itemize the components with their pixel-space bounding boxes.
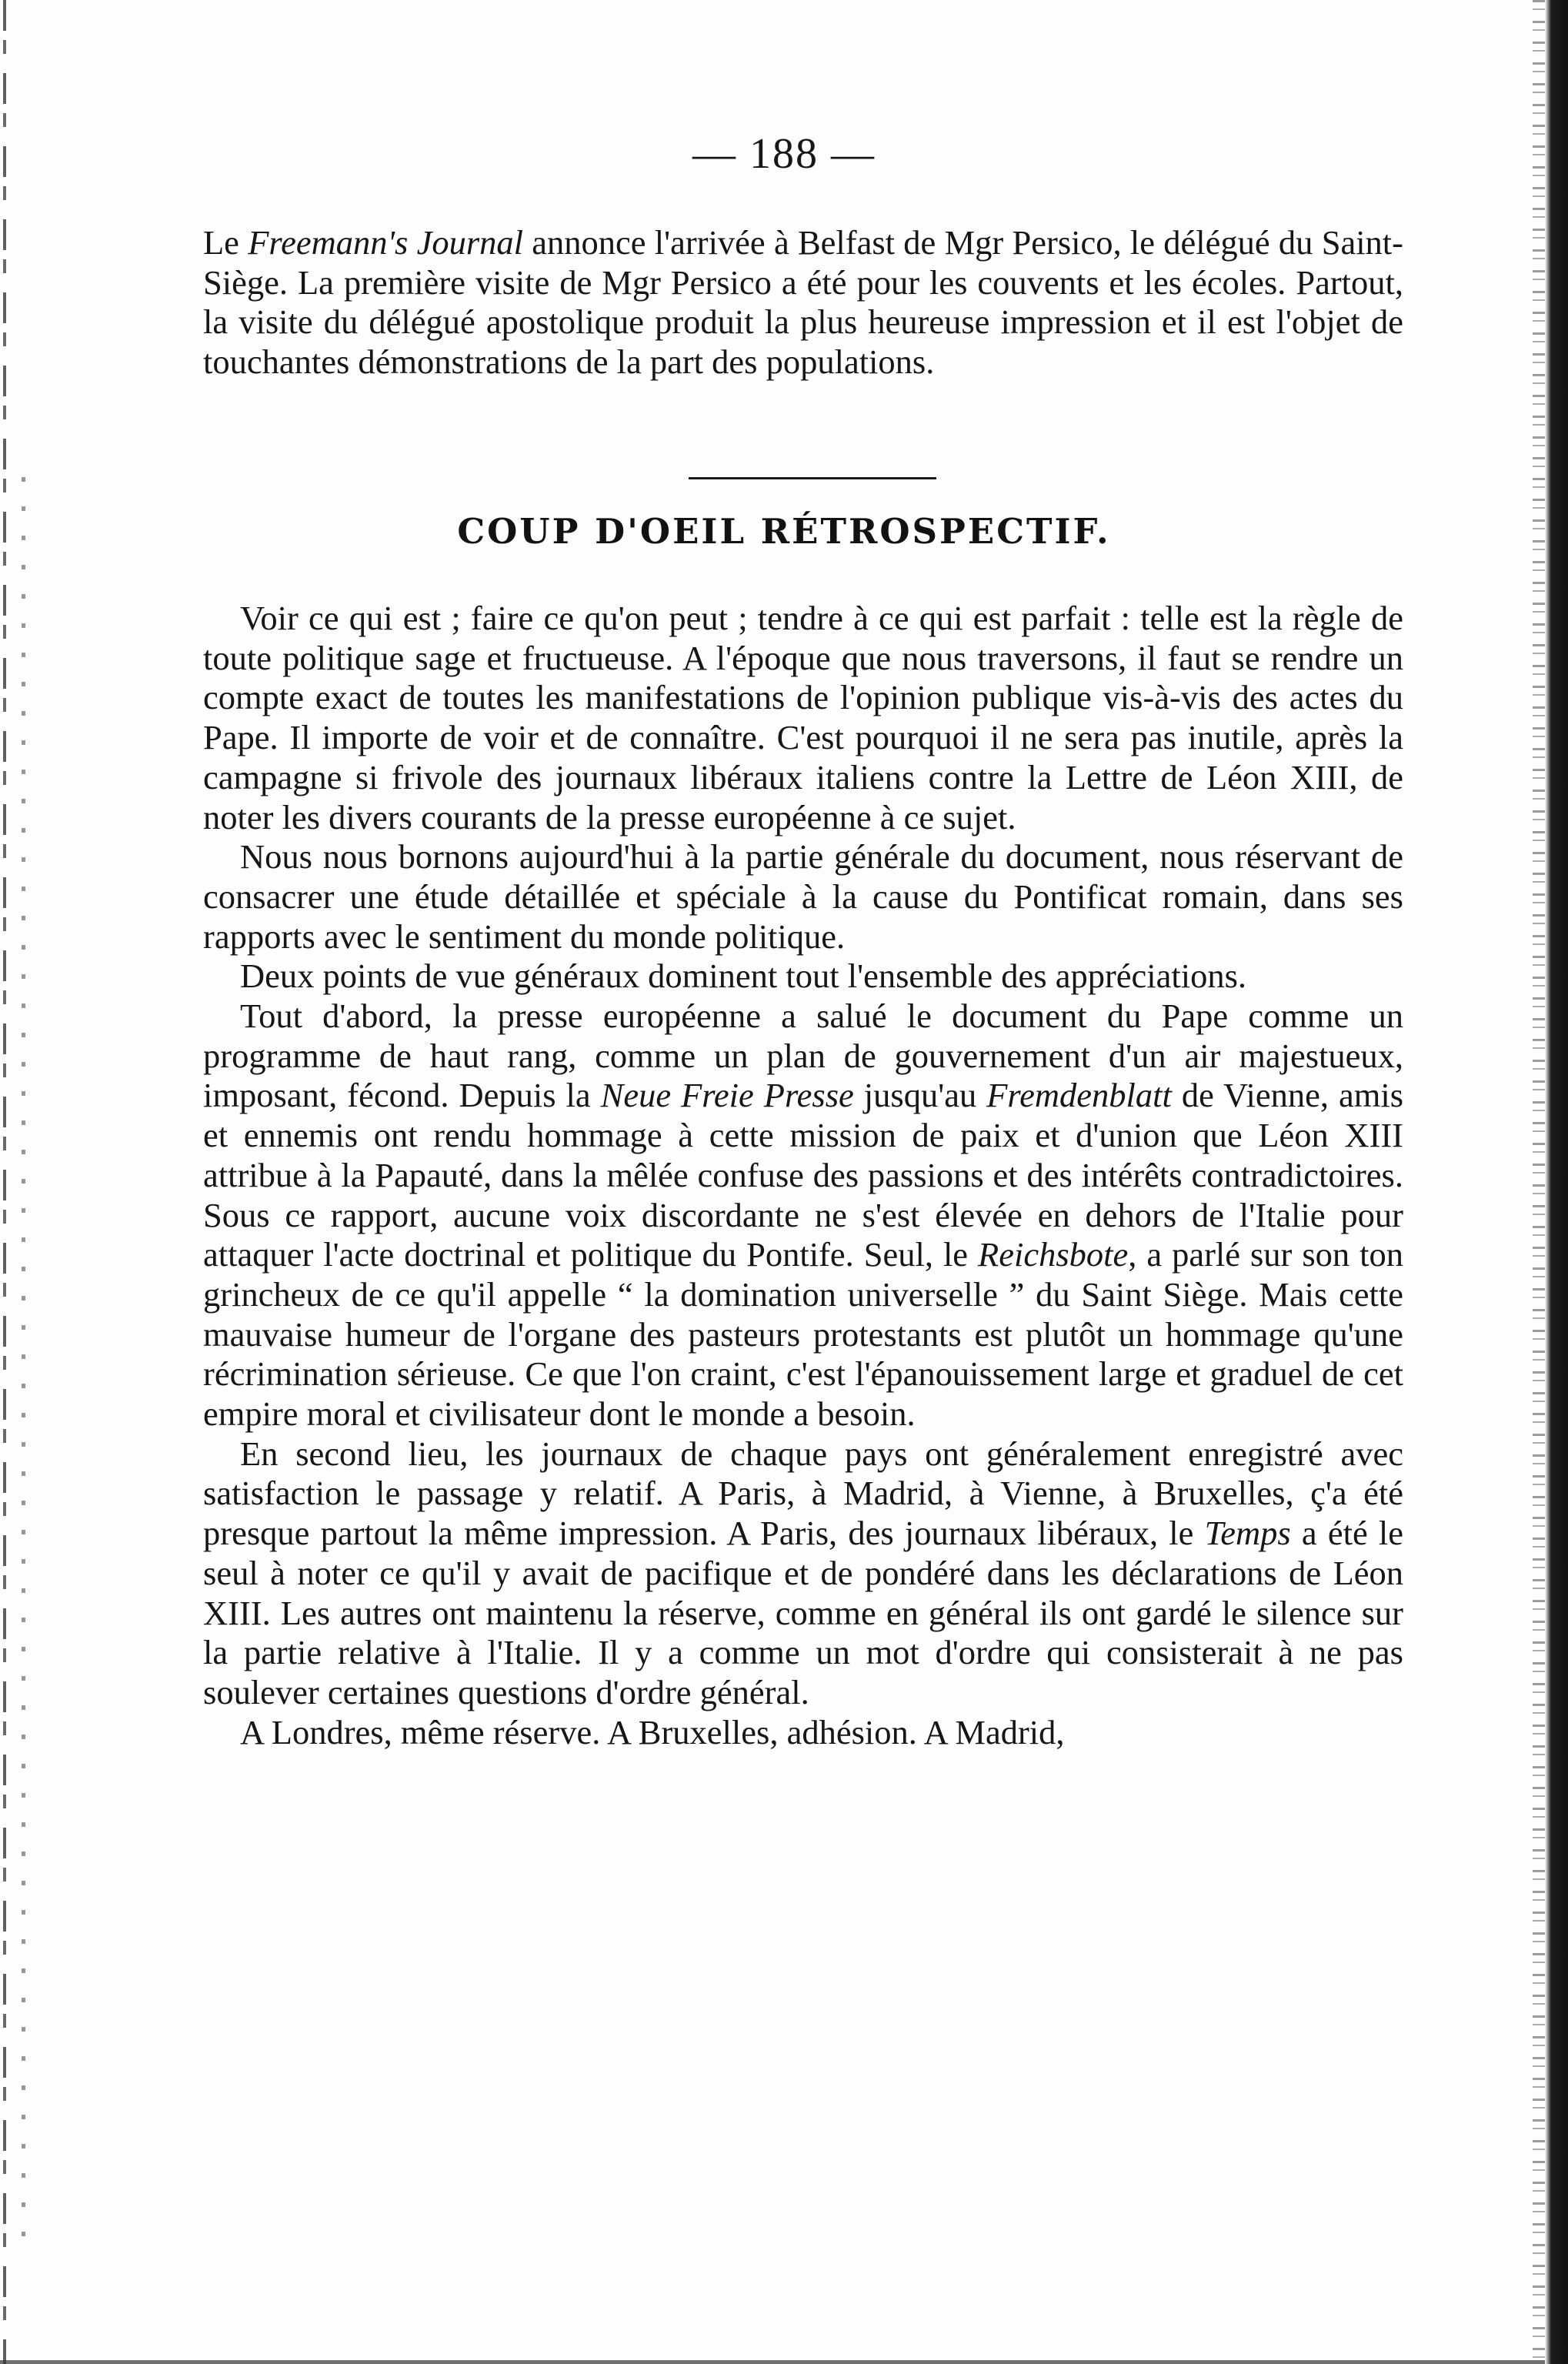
scan-edge-bottom xyxy=(0,2360,1545,2364)
paragraph xyxy=(203,997,1403,1434)
article-body xyxy=(203,599,1403,1752)
paragraph-part-italic: Reichsbote xyxy=(978,1235,1129,1274)
page-number: — 188 — xyxy=(692,130,876,178)
paragraph-part: En second lieu, les journaux de chaque pays ont généralement enregistré avec satisfaction le passage y relatif. A Paris, à Madrid, à Vienne, à Bruxelles, ç'a été presque partout la même impression. A Paris, des journaux libéraux, le xyxy=(203,1434,1403,1553)
paragraph-part: Voir ce qui est ; faire ce qu'on peut ; tendre à ce qui est parfait : telle est la règle de toute politique sage et fructueuse. A l'époque que nous traversons, il faut se rendre un compte exact de toutes les manifestations de l'opinion publique vis-à-vis des actes du Pape. Il importe de voir et de connaître. C'est pourquoi il ne sera pas inutile, après la campagne si frivole des journaux libéraux italiens contre la Lettre de Léon XIII, de noter les divers courants de la presse européenne à ce sujet. xyxy=(203,599,1403,836)
paragraph-part-italic: Temps xyxy=(1204,1514,1291,1553)
paragraph-part-italic: Neue Freie Presse xyxy=(600,1076,854,1115)
section-divider xyxy=(689,477,936,479)
paragraph-part: Tout d'abord, la presse européenne a salué le document du Pape comme un programme de haut rang, comme un plan de gouvernement d'un air majestueux, imposant, fécond. Depuis la xyxy=(203,997,1403,1115)
section-title: COUP D'OEIL RÉTROSPECTIF. xyxy=(457,511,1111,552)
paragraph-part: de Vienne, amis et ennemis ont rendu hommage à cette mission de paix et d'union que Léon XIII attribue à la Papauté, dans la mêlée confuse des passions et des intérêts contradictoires. Sous ce rapport, aucune voix discordante ne s'est élevée en dehors de l'Italie pour attaquer l'acte doctrinal et politique du Pontife. Seul, le xyxy=(203,1076,1404,1274)
paragraph xyxy=(203,599,1403,837)
scan-edge-noise xyxy=(1533,0,1545,2364)
intro-part: Le xyxy=(203,223,249,262)
intro-part-italic: Freemann's Journal xyxy=(248,223,523,262)
paragraph-part-italic: Fremdenblatt xyxy=(986,1076,1172,1115)
scan-edge-dots xyxy=(22,477,25,2247)
paragraph-part: Deux points de vue généraux dominent tout l'ensemble des appréciations. xyxy=(240,957,1247,996)
intro-text-block xyxy=(203,223,1403,382)
paragraph-part: a été le seul à noter ce qu'il y avait de pacifique et de pondéré dans les déclarations de Léon XIII. Les autres ont maintenu la réserve, comme en général ils ont gardé le silence sur la partie relative à l'Italie. Il y a comme un mot d'ordre qui consisterait à ne pas soulever certaines questions d'ordre général. xyxy=(203,1514,1403,1711)
paragraph xyxy=(203,1713,1403,1753)
paragraph-part: jusqu'au xyxy=(853,1076,987,1115)
paragraph-part: A Londres, même réserve. A Bruxelles, adhésion. A Madrid, xyxy=(240,1712,1065,1751)
scan-edge-right xyxy=(1545,0,1568,2364)
paragraph xyxy=(203,1434,1403,1713)
paragraph-part: , a parlé sur son ton grincheux de ce qu'il appelle “ la domination universelle ” du Saint Siège. Mais cette mauvaise humeur de l'organe des pasteurs protestants est plutôt un hommage qu'une récrimination sérieuse. Ce que l'on craint, c'est l'épanouissement large et graduel de cet empire moral et civilisateur dont le monde a besoin. xyxy=(203,1235,1403,1434)
scan-edge-left xyxy=(3,0,6,2364)
intro-paragraph xyxy=(203,223,1403,382)
intro-part: annonce l'arrivée à Belfast de Mgr Persico, le délégué du Saint-Siège. La première visite de Mgr Persico a été pour les couvents et les écoles. Partout, la visite du délégué apostolique produit la plus heureuse impression et il est l'objet de touchantes démonstrations de la part des populations. xyxy=(203,223,1403,382)
paragraph xyxy=(203,837,1403,957)
paragraph xyxy=(203,957,1403,997)
paragraph-part: Nous nous bornons aujourd'hui à la partie générale du document, nous réservant de consacrer une étude détaillée et spéciale à la cause du Pontificat romain, dans ses rapports avec le sentiment du monde politique. xyxy=(203,837,1403,956)
